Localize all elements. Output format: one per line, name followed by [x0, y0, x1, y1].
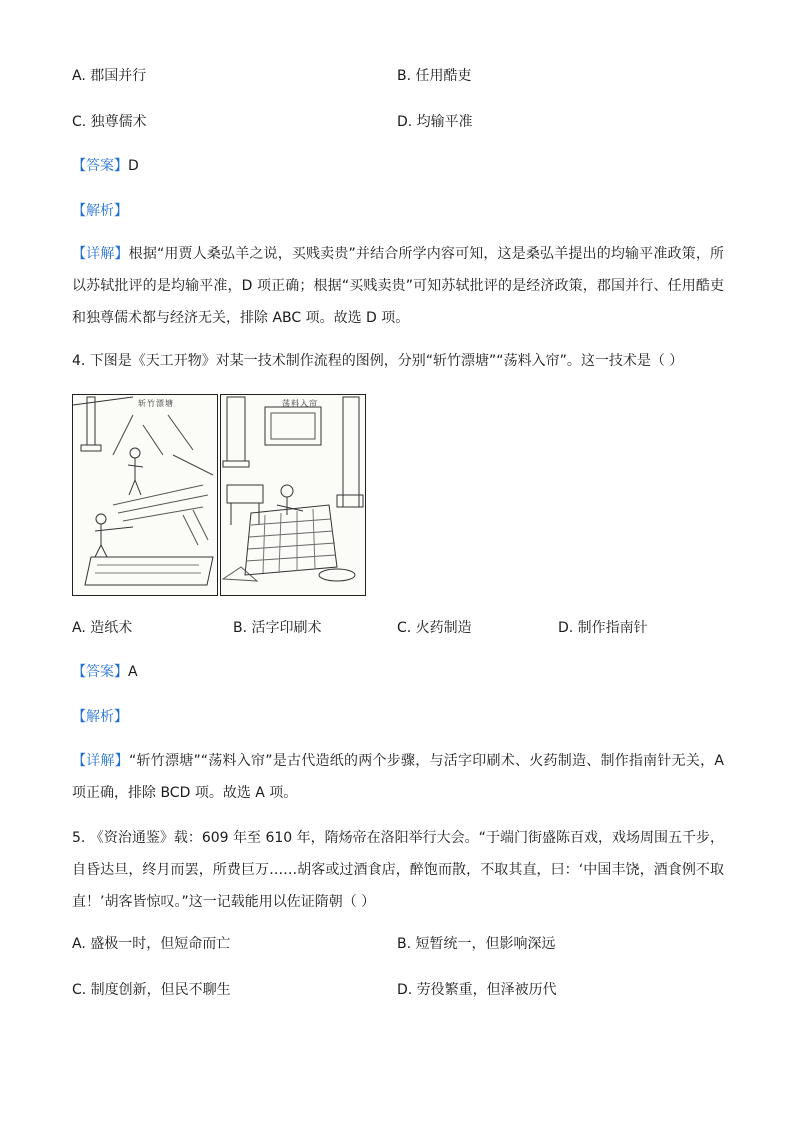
q4-stem: 4. 下图是《天工开物》对某一技术制作流程的图例，分别“斩竹漂塘”“荡料入帘”。这一技术是（ ） — [72, 353, 684, 369]
q5-option-b: B. 短暂统一，但影响深远 — [397, 936, 556, 952]
q3-option-d: D. 均输平准 — [397, 114, 473, 130]
q4-option-b: B. 活字印刷术 — [233, 620, 322, 636]
figure-caption-left: 斩竹漂塘 — [138, 399, 174, 408]
q4-answer — [72, 662, 138, 682]
q3-option-a: A. 郡国并行 — [72, 68, 147, 84]
detail-text: 根据“用贾人桑弘羊之说，买贱卖贵”并结合所学内容可知，这是桑弘羊提出的均输平准政策，所以苏轼批评的是均输平准，D 项正确；根据“买贱卖贵”可知苏轼批评的是经济政策，郡国并行、任用酷吏和独尊儒术都与经济无关，排除 ABC 项。故选 D 项。 — [72, 246, 724, 326]
q3-analysis-tag: 【解析】 — [72, 203, 128, 219]
q3-detail — [72, 238, 724, 334]
q3-option-b: B. 任用酷吏 — [397, 68, 472, 84]
figure-panel-right — [220, 394, 366, 596]
bamboo-cutting-illustration — [73, 395, 217, 595]
answer-tag: 【答案】 — [72, 664, 128, 680]
q4-detail — [72, 745, 724, 809]
q4-option-a: A. 造纸术 — [72, 620, 133, 636]
q5-option-a: A. 盛极一时，但短命而亡 — [72, 936, 231, 952]
q5-stem: 5. 《资治通鉴》载：609 年至 610 年，隋炀帝在洛阳举行大会。“于端门街盛陈百戏，戏场周围五千步，自昏达旦，终月而罢，所费巨万……胡客或过酒食店，醉饱而散，不取其直，曰：‘中国丰饶，酒食例不取直！’胡客皆惊叹。”这一记载能用以佐证隋朝（ ） — [72, 830, 724, 910]
detail-text: “斩竹漂塘”“荡料入帘”是古代造纸的两个步骤，与活字印刷术、火药制造、制作指南针无关，A 项正确，排除 BCD 项。故选 A 项。 — [72, 753, 725, 801]
figure-caption-right: 荡料入帘 — [282, 399, 318, 408]
figure-panel-left — [72, 394, 218, 596]
q4-analysis-tag: 【解析】 — [72, 709, 128, 725]
q4-option-c: C. 火药制造 — [397, 620, 472, 636]
detail-tag: 【详解】 — [72, 753, 129, 769]
q3-option-c: C. 独尊儒术 — [72, 114, 147, 130]
vat-dipping-illustration — [221, 395, 365, 595]
q5-option-c: C. 制度创新，但民不聊生 — [72, 982, 231, 998]
q4-option-d: D. 制作指南针 — [558, 620, 648, 636]
q3-answer — [72, 156, 139, 176]
answer-value: D — [128, 158, 139, 174]
answer-tag: 【答案】 — [72, 158, 128, 174]
q4-figure — [72, 394, 364, 594]
answer-value: A — [128, 664, 138, 680]
q5-option-d: D. 劳役繁重，但泽被历代 — [397, 982, 557, 998]
detail-tag: 【详解】 — [72, 246, 129, 262]
